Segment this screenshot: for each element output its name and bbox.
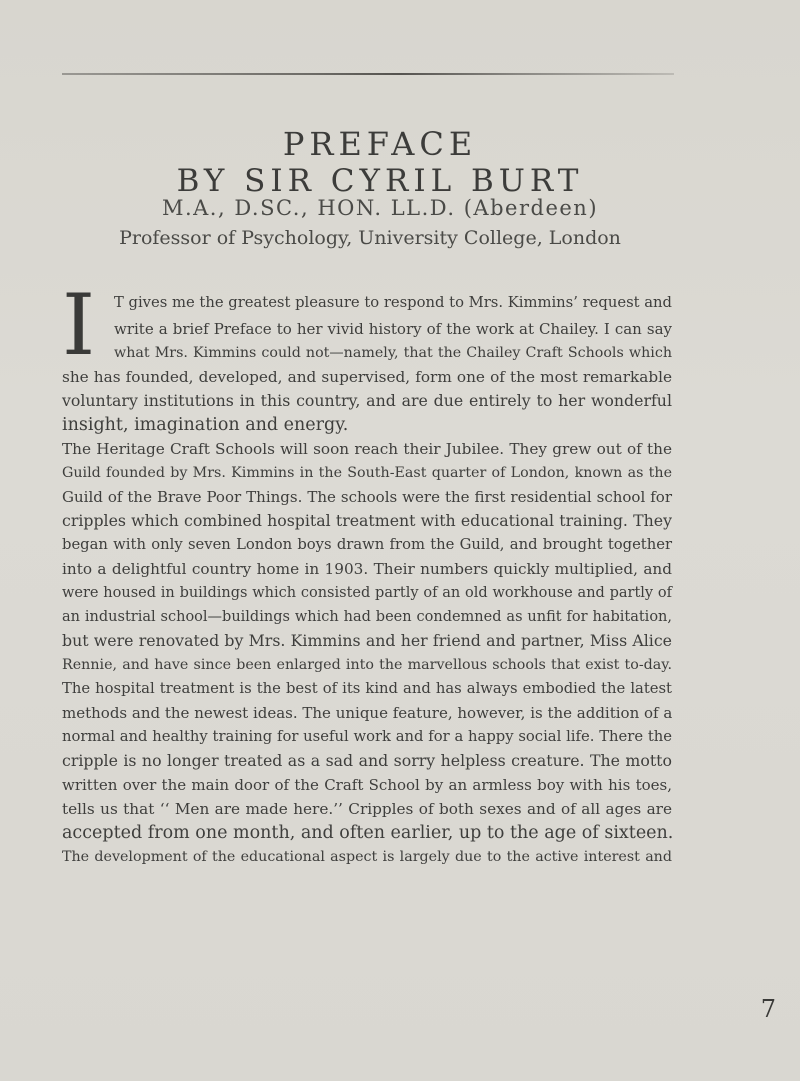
- text-line: into a delightful country home in 1903. Their numbers quickly multiplied, and: [62, 560, 672, 578]
- author-affiliation: Professor of Psychology, University College, London: [119, 227, 621, 249]
- text-line: methods and the newest ideas. The unique feature, however, is the addition of a: [62, 704, 673, 722]
- text-line: Guild founded by Mrs. Kimmins in the South-East quarter of London, known as the: [62, 465, 672, 481]
- text-line: voluntary institutions in this country, and are due entirely to her wonderful: [62, 391, 672, 410]
- text-line: an industrial school—buildings which had been condemned as unfit for habitation,: [62, 609, 672, 625]
- text-line: began with only seven London boys drawn from the Guild, and brought together: [62, 536, 672, 553]
- text-line: she has founded, developed, and supervised, form one of the most remarkable: [62, 368, 672, 386]
- text-line: but were renovated by Mrs. Kimmins and her friend and partner, Miss Alice: [62, 631, 672, 650]
- text-line: write a brief Preface to her vivid history of the work at Chailey. I can say: [114, 320, 672, 338]
- page-number: 7: [760, 995, 776, 1023]
- text-line: The hospital treatment is the best of its kind and has always embodied the latest: [62, 680, 672, 697]
- text-line: accepted from one month, and often earlier, up to the age of sixteen.: [62, 823, 674, 843]
- text-line: Guild of the Brave Poor Things. The schools were the first residential school for: [62, 488, 672, 506]
- text-line: what Mrs. Kimmins could not—namely, that the Chailey Craft Schools which: [114, 345, 672, 361]
- text-line: cripple is no longer treated as a sad and sorry helpless creature. The motto: [62, 751, 672, 770]
- header-rule: [62, 73, 674, 75]
- text-line: cripples which combined hospital treatment with educational training. They: [62, 511, 672, 530]
- text-line: written over the main door of the Craft School by an armless boy with his toes,: [62, 776, 672, 794]
- text-line: tells us that ‘‘ Men are made here.’’ Cripples of both sexes and of all ages are: [62, 800, 672, 818]
- text-line: were housed in buildings which consisted partly of an old workhouse and partly of: [62, 585, 672, 601]
- text-line: The Heritage Craft Schools will soon reach their Jubilee. They grew out of the: [62, 440, 672, 458]
- preface-title: PREFACE: [282, 125, 478, 163]
- author-byline: BY SIR CYRIL BURT: [176, 163, 584, 199]
- text-line: insight, imagination and energy.: [62, 415, 349, 435]
- text-line: T gives me the greatest pleasure to respond to Mrs. Kimmins’ request and: [114, 294, 672, 311]
- drop-cap: I: [62, 276, 96, 374]
- text-line: Rennie, and have since been enlarged into the marvellous schools that exist to-day.: [62, 657, 672, 673]
- text-line: normal and healthy training for useful work and for a happy social life. There the: [62, 728, 672, 745]
- author-degrees: M.A., D.SC., HON. LL.D. (Aberdeen): [161, 196, 599, 220]
- text-line: The development of the educational aspect is largely due to the active interest and: [62, 849, 672, 865]
